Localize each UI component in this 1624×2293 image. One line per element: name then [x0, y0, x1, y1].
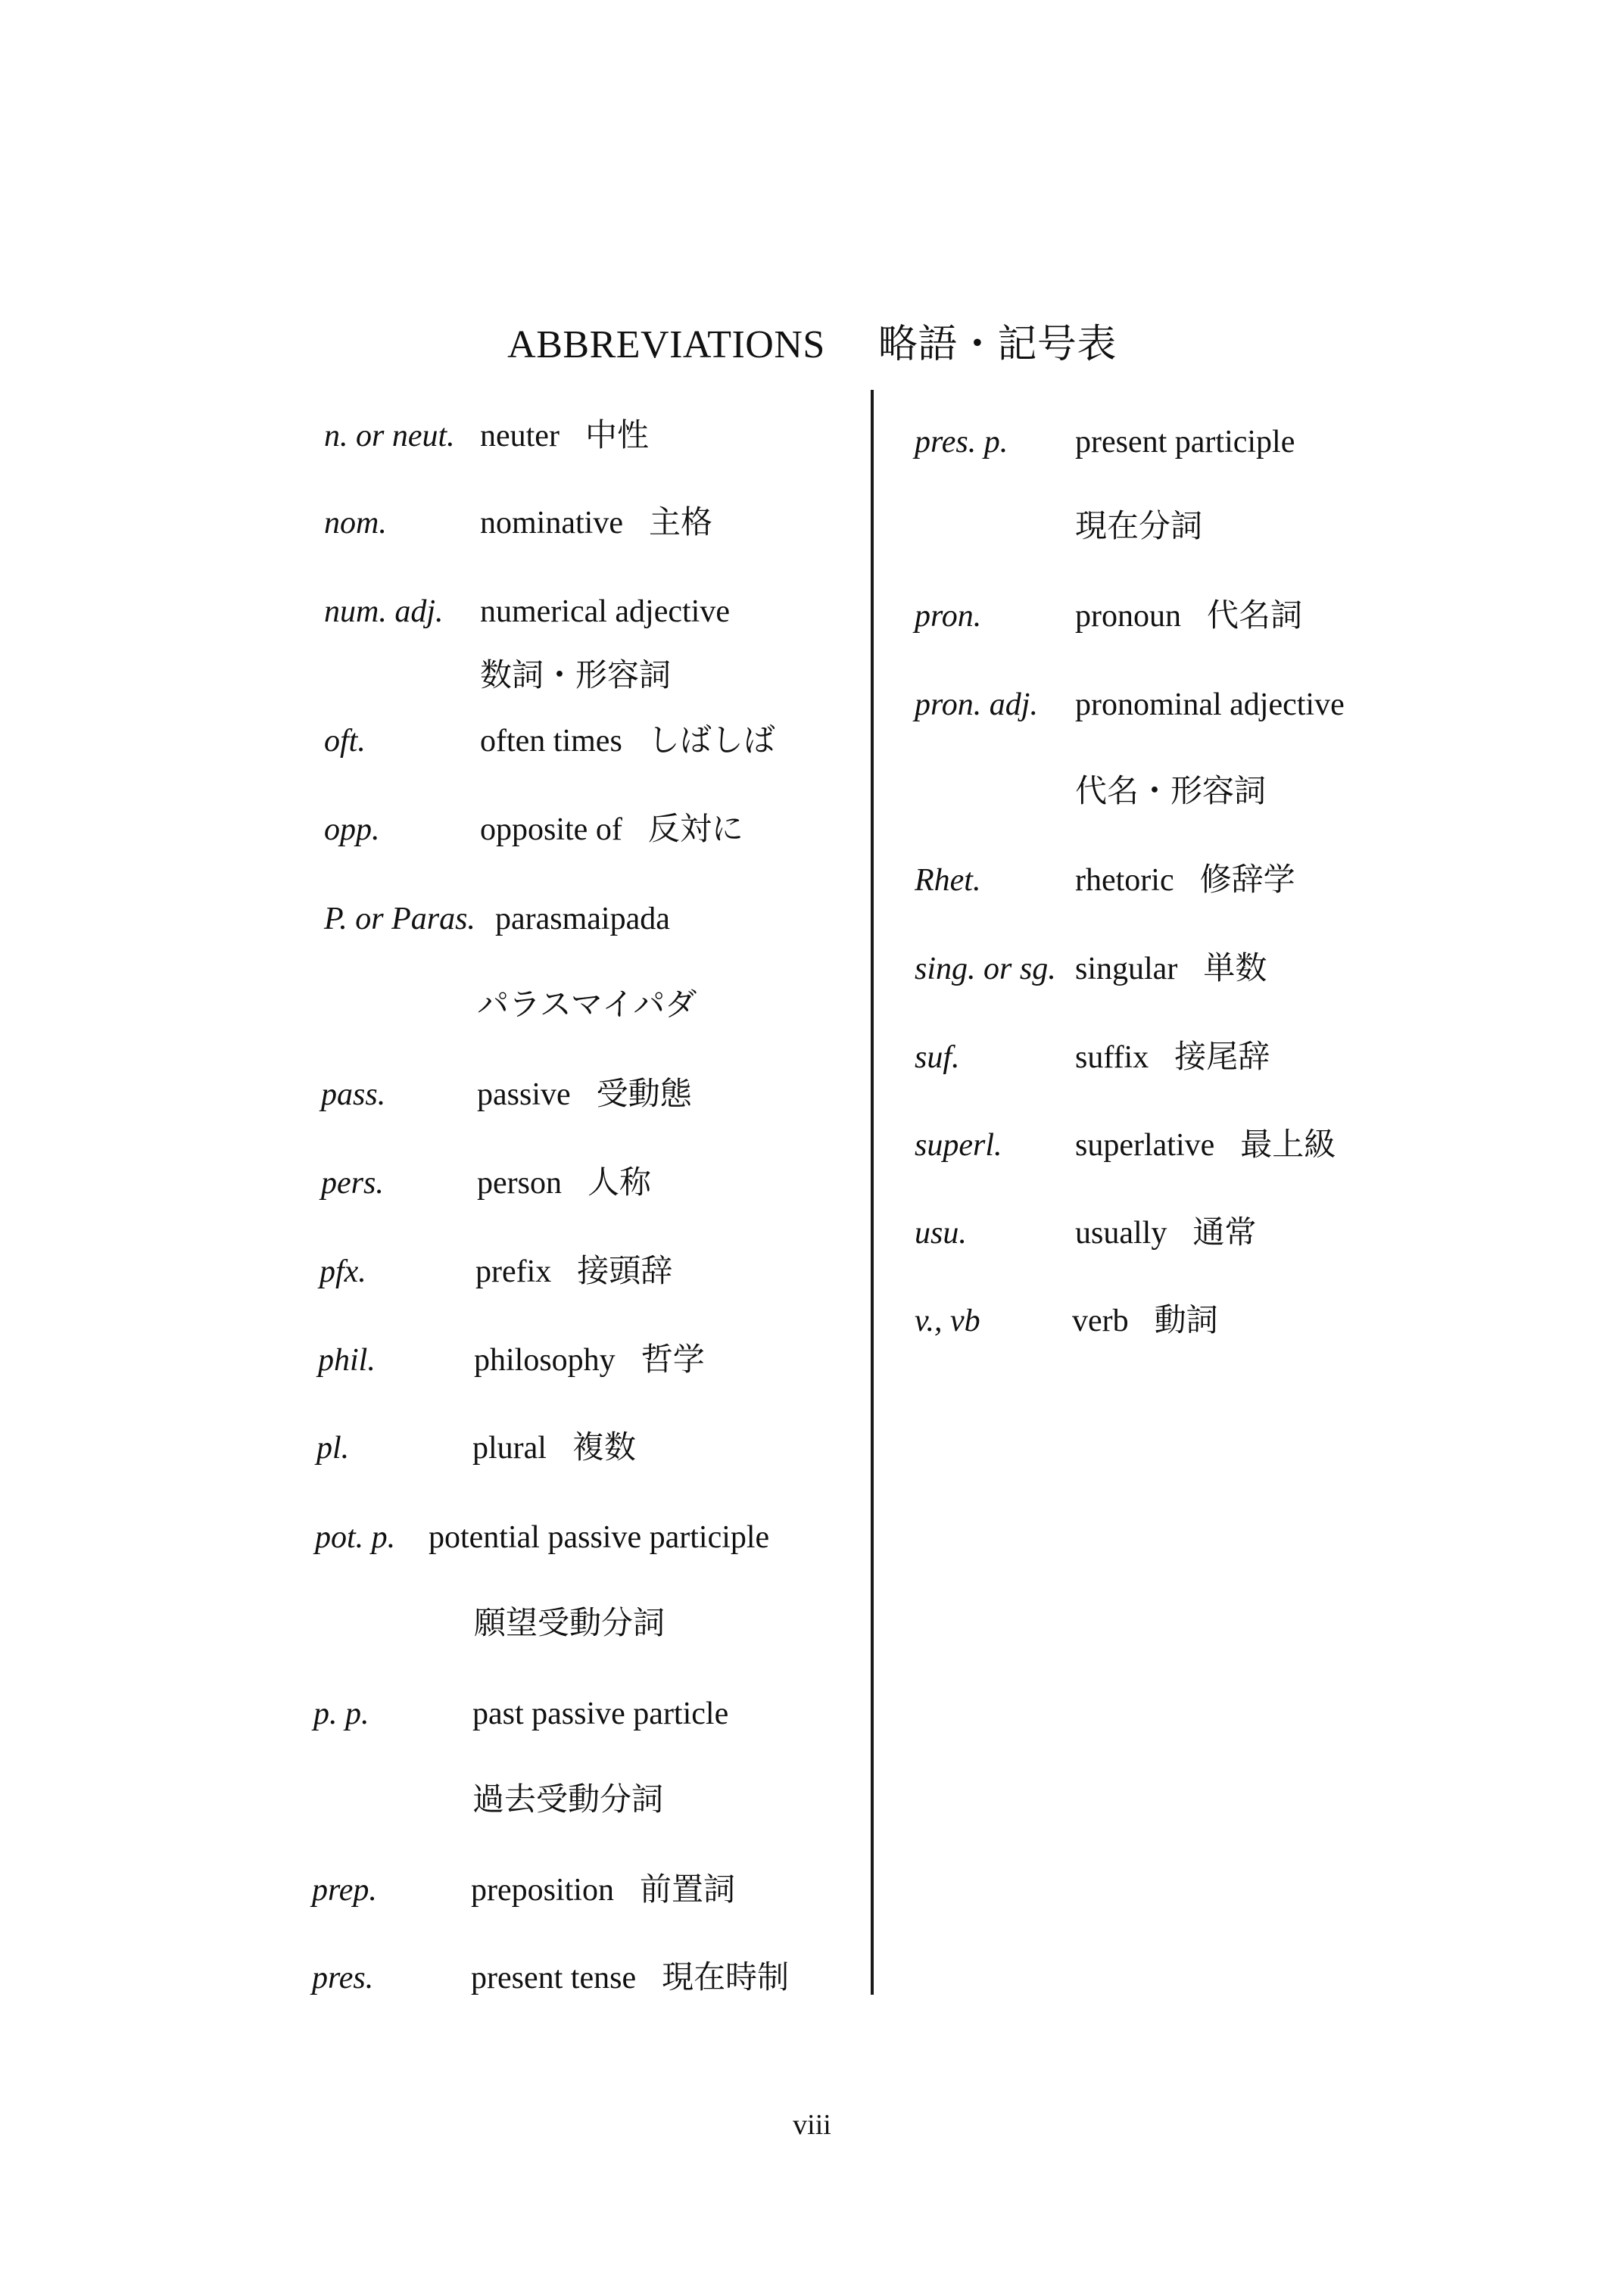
- entry-abbreviation: Rhet.: [915, 863, 981, 898]
- entry-abbreviation: opp.: [324, 812, 380, 847]
- entry-abbreviation: sing. or sg.: [915, 952, 1056, 986]
- entry-abbreviation: n. or neut.: [324, 419, 455, 453]
- entry-definition: [1075, 1129, 1336, 1161]
- definition-english: suffix: [1075, 1040, 1149, 1075]
- entry-abbreviation: pron. adj.: [915, 687, 1038, 722]
- entry-definition: [480, 420, 649, 452]
- entry-definition: [471, 1874, 735, 1906]
- entry-abbreviation: pres. p.: [915, 425, 1008, 460]
- definition-english: usually: [1075, 1216, 1167, 1251]
- entry-definition: [1075, 426, 1295, 458]
- entry-abbreviation: prep.: [312, 1873, 377, 1908]
- entry-definition: [1075, 689, 1345, 721]
- definition-english: pronominal adjective: [1075, 687, 1345, 722]
- definition-japanese: 接尾辞: [1174, 1040, 1270, 1075]
- definition-continuation: 過去受動分詞: [472, 1783, 664, 1818]
- definition-japanese: 受動態: [596, 1077, 692, 1112]
- definition-english: person: [477, 1166, 562, 1201]
- definition-continuation: 現在分詞: [1075, 509, 1203, 544]
- definition-english: neuter: [480, 419, 560, 453]
- definition-continuation: 願望受動分詞: [474, 1606, 665, 1641]
- title-english: ABBREVIATIONS: [507, 323, 825, 366]
- entry-definition: [472, 1698, 728, 1730]
- definition-japanese: 哲学: [641, 1343, 705, 1378]
- entry-abbreviation: P. or Paras.: [324, 902, 475, 936]
- entry-definition: [477, 1167, 651, 1199]
- definition-english: philosophy: [474, 1343, 616, 1378]
- title-japanese: 略語・記号表: [877, 323, 1117, 366]
- entry-definition: [477, 1079, 692, 1111]
- definition-english: past passive particle: [472, 1696, 729, 1731]
- definition-english: parasmaipada: [495, 902, 670, 936]
- definition-japanese: 通常: [1192, 1216, 1257, 1251]
- definition-english: passive: [477, 1077, 571, 1112]
- entry-definition: [1075, 1042, 1270, 1073]
- entry-definition: [480, 507, 712, 539]
- definition-english: rhetoric: [1075, 863, 1174, 898]
- definition-continuation: 数詞・形容詞: [480, 659, 672, 693]
- definition-english: preposition: [471, 1873, 614, 1908]
- definition-japanese: 主格: [648, 506, 712, 541]
- entry-definition: [480, 596, 730, 628]
- entry-abbreviation: pl.: [316, 1431, 350, 1466]
- page-number: viii: [793, 2109, 831, 2141]
- definition-japanese: しばしば: [647, 724, 775, 759]
- definition-english: opposite of: [480, 812, 622, 847]
- definition-english: nominative: [480, 506, 623, 541]
- entry-abbreviation: oft.: [324, 724, 366, 759]
- definition-japanese: 代名詞: [1207, 599, 1303, 634]
- entry-definition: [429, 1522, 769, 1553]
- entry-abbreviation: pfx.: [320, 1254, 366, 1289]
- definition-continuation: パラスマイパダ: [477, 988, 697, 1023]
- definition-english: singular: [1075, 952, 1178, 986]
- definition-japanese: 反対に: [647, 812, 743, 847]
- entry-definition: [1072, 1305, 1218, 1337]
- entry-definition: [474, 1344, 705, 1376]
- entry-definition: [1075, 1217, 1256, 1249]
- entry-abbreviation: pres.: [312, 1961, 374, 1995]
- definition-japanese: 人称: [587, 1166, 651, 1201]
- entry-definition: [480, 725, 775, 757]
- definition-english: verb: [1072, 1304, 1129, 1338]
- definition-japanese: 複数: [572, 1431, 636, 1466]
- definition-english: present tense: [471, 1961, 637, 1995]
- entry-abbreviation: nom.: [324, 506, 387, 541]
- definition-japanese: 単数: [1203, 952, 1267, 986]
- entry-abbreviation: p. p.: [313, 1696, 369, 1731]
- entry-definition: [1075, 953, 1267, 985]
- entry-abbreviation: pass.: [321, 1077, 386, 1112]
- entry-abbreviation: num. adj.: [324, 594, 444, 629]
- entry-abbreviation: suf.: [915, 1040, 960, 1075]
- entry-abbreviation: pot. p.: [315, 1520, 396, 1555]
- definition-english: superlative: [1075, 1128, 1215, 1163]
- entry-abbreviation: superl.: [915, 1128, 1002, 1163]
- entry-abbreviation: v., vb: [915, 1304, 980, 1338]
- definition-english: potential passive participle: [429, 1520, 770, 1555]
- definition-japanese: 現在時制: [662, 1961, 790, 1995]
- entry-abbreviation: pers.: [321, 1166, 384, 1201]
- entry-definition: [1075, 865, 1295, 896]
- definition-english: plural: [472, 1431, 547, 1466]
- entry-definition: [475, 1256, 672, 1288]
- definition-japanese: 中性: [584, 419, 649, 453]
- definition-japanese: 前置詞: [639, 1873, 735, 1908]
- definition-japanese: 修辞学: [1199, 863, 1295, 898]
- definition-japanese: 接頭辞: [577, 1254, 673, 1289]
- entry-abbreviation: pron.: [915, 599, 982, 634]
- entry-definition: [471, 1962, 789, 1994]
- definition-english: pronoun: [1075, 599, 1181, 634]
- definition-english: present participle: [1075, 425, 1295, 460]
- entry-abbreviation: usu.: [915, 1216, 967, 1251]
- definition-japanese: 動詞: [1154, 1304, 1218, 1338]
- entry-definition: [1075, 600, 1302, 632]
- entry-definition: [472, 1432, 636, 1464]
- entry-abbreviation: phil.: [318, 1343, 376, 1378]
- definition-english: numerical adjective: [480, 594, 730, 629]
- definition-english: often times: [480, 724, 622, 759]
- entry-definition: [495, 903, 670, 935]
- definition-continuation: 代名・形容詞: [1075, 774, 1267, 809]
- page-title: [0, 312, 1624, 369]
- column-divider: [871, 390, 874, 1995]
- entry-definition: [480, 814, 743, 846]
- definition-english: prefix: [475, 1254, 552, 1289]
- definition-japanese: 最上級: [1240, 1128, 1336, 1163]
